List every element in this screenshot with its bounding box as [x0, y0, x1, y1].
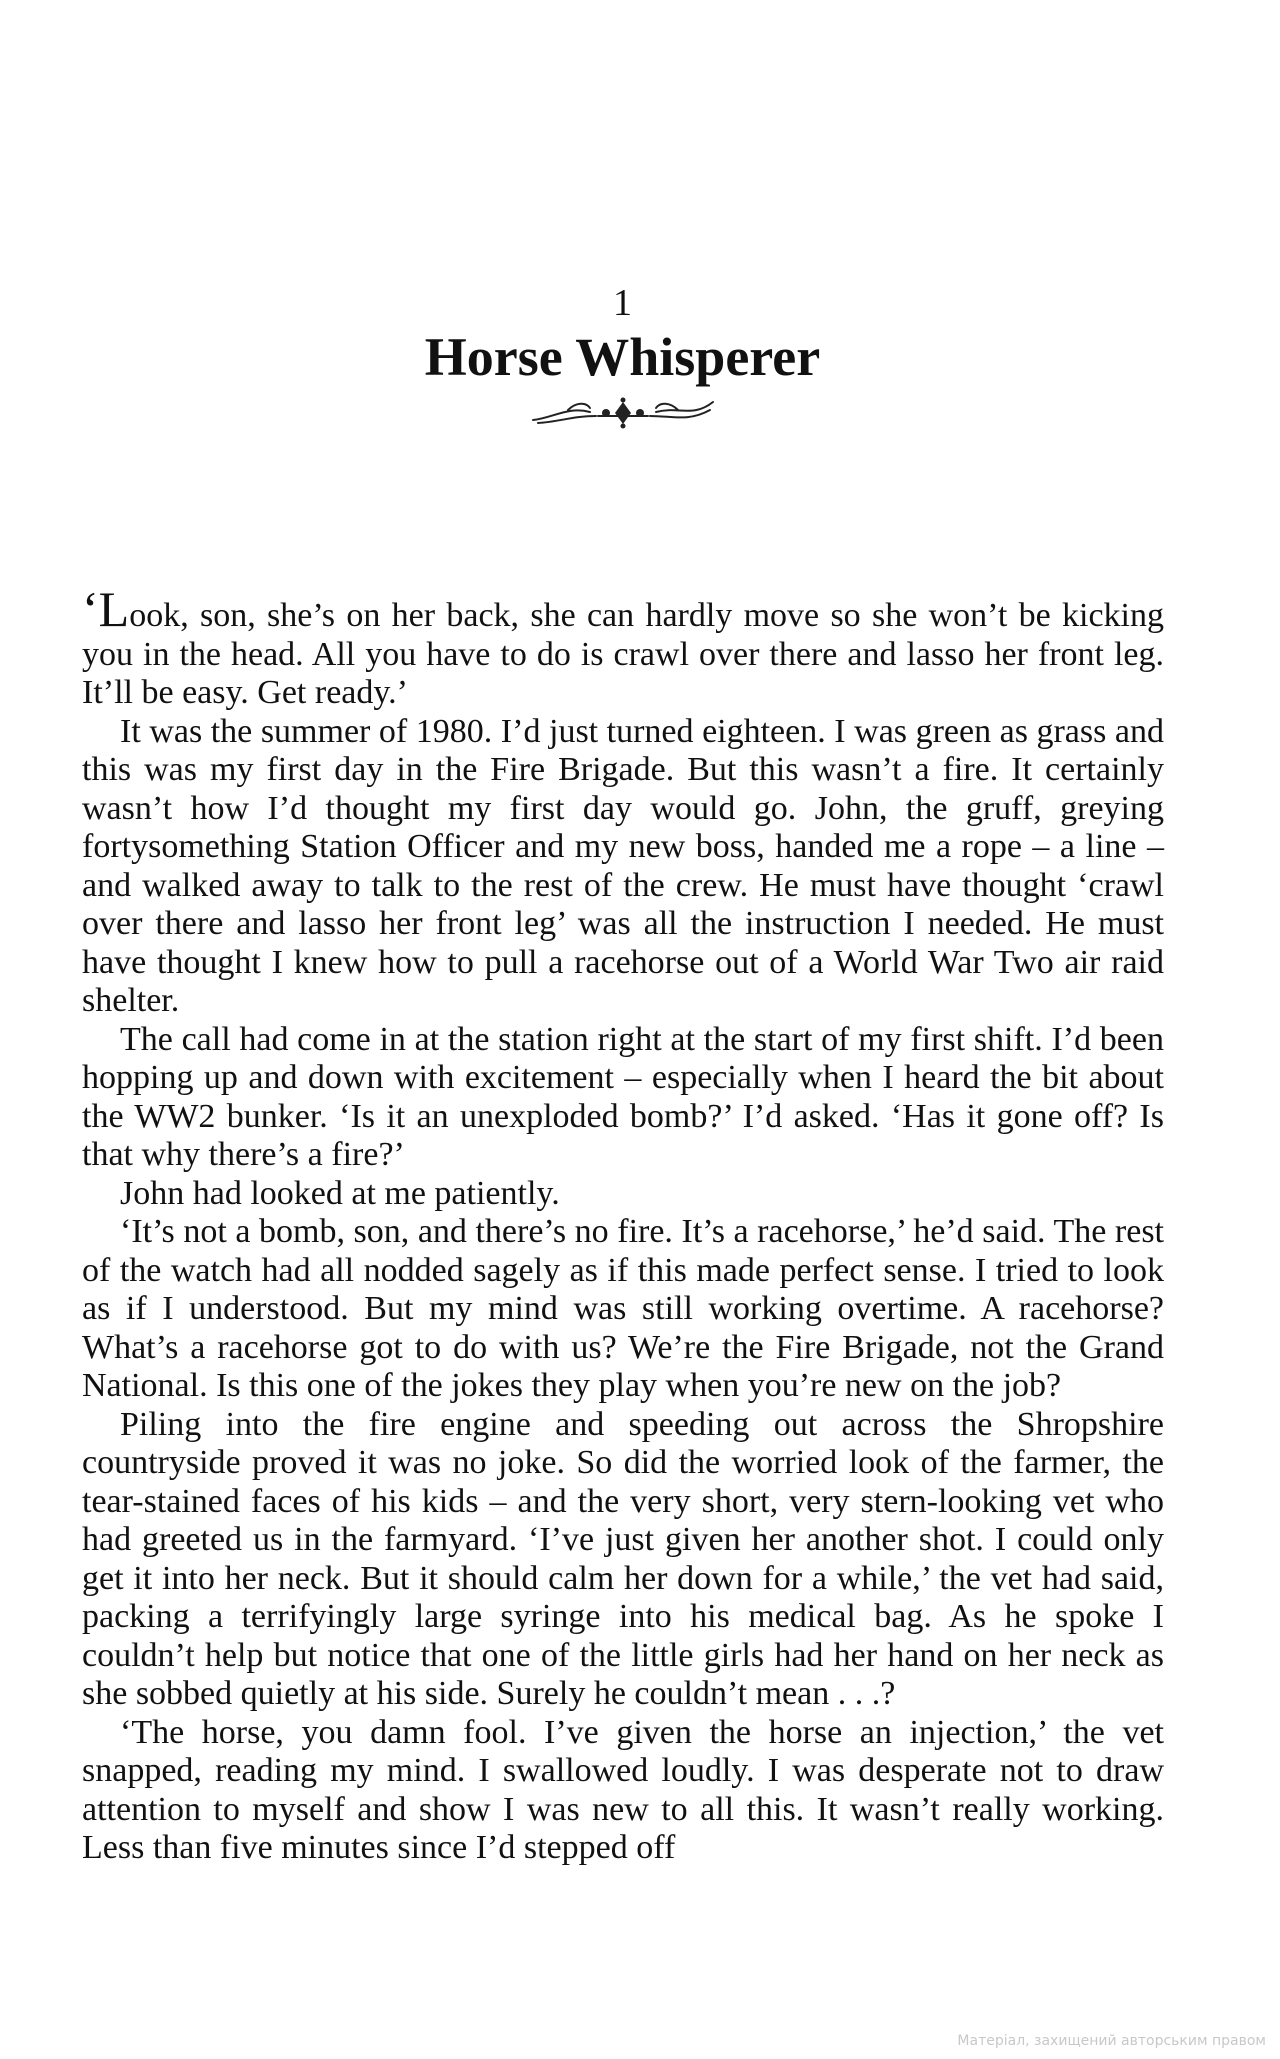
copyright-watermark: Матеріал, захищений авторським правом	[957, 2033, 1266, 2049]
paragraph: It was the summer of 1980. I’d just turned eighteen. I was green as grass and this was my first day in the Fire Brigade. But this wasn’t a fire. It certainly wasn’t how I’d thought my first day would go. John, the gruff, greying fortysomething Station Officer and my new boss, handed me a rope – a line – and walked away to talk to the rest of the crew. He must have thought ‘crawl over there and lasso her front leg’ was all the instruction I needed. He must have thought I knew how to pull a racehorse out of a World War Two air raid shelter.	[82, 712, 1164, 1019]
paragraph	[82, 581, 1164, 713]
paragraph: Piling into the fire engine and speeding out across the Shropshire countryside proved it was no joke. So did the worried look of the farmer, the tear-stained faces of his kids – and the very short, very stern-looking vet who had greeted us in the farmyard. ‘I’ve just given her another shot. I could only get it into her neck. But it should calm her down for a while,’ the vet had said, packing a terrifyingly large syringe into his medical bag. As he spoke I couldn’t help but notice that one of the little girls had her hand on her neck as she sobbed quietly at his side. Surely he couldn’t mean . . .?	[82, 1405, 1164, 1712]
chapter-number: 1	[613, 282, 632, 324]
chapter-body	[82, 581, 1164, 1868]
paragraph: ‘The horse, you damn fool. I’ve given the horse an injection,’ the vet snapped, reading my mind. I swallowed loudly. I was desperate not to draw attention to myself and show I was new to all this. It wasn’t really working. Less than five minutes since I’d stepped off	[82, 1713, 1164, 1866]
chapter-header	[0, 280, 1245, 430]
paragraph: The call had come in at the station right at the start of my first shift. I’d been hopping up and down with excitement – especially when I heard the bit about the WW2 bunker. ‘Is it an unexploded bomb?’ I’d asked. ‘Has it gone off? Is that why there’s a fire?’	[82, 1020, 1164, 1173]
paragraph-text: ook, son, she’s on her back, she can hardly move so she won’t be kicking you in the head. All you have to do is crawl over there and lasso her front leg. It’ll be easy. Get ready.’	[82, 597, 1164, 711]
ornament-flourish-icon	[528, 396, 718, 430]
drop-cap: ‘L	[82, 581, 130, 637]
paragraph: John had looked at me patiently.	[120, 1174, 560, 1212]
chapter-title: Horse Whisperer	[424, 327, 821, 387]
paragraph: ‘It’s not a bomb, son, and there’s no fire. It’s a racehorse,’ he’d said. The rest of the watch had all nodded sagely as if this made perfect sense. I tried to look as if I understood. But my mind was still working overtime. A racehorse? What’s a racehorse got to do with us? We’re the Fire Brigade, not the Grand National. Is this one of the jokes they play when you’re new on the job?	[82, 1213, 1164, 1404]
